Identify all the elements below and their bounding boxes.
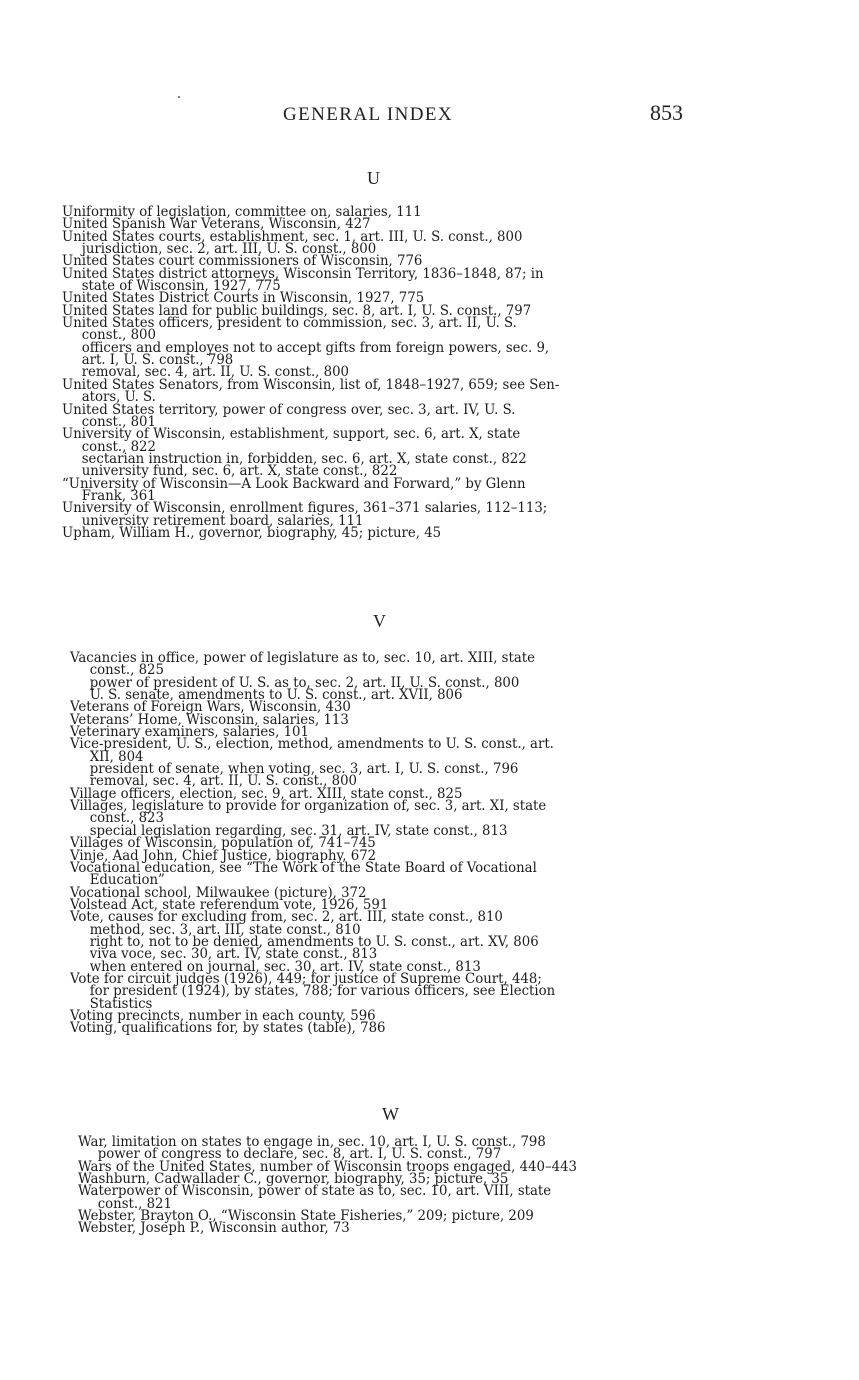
index-entry: Vinje, Aad John, Chief Justice, biography, 672 (70, 847, 377, 864)
index-entry: Village officers, election, sec. 9, art. XIII, state const., 825 (70, 785, 463, 802)
index-entry: Villages, legislature to provide for organization of, sec. 3, art. XI, state (70, 798, 547, 815)
index-entry: power of president of U. S. as to, sec. 2, art. II, U. S. const., 800 (89, 674, 520, 691)
index-entry: const., 801 (81, 413, 156, 430)
index-entry: const., 822 (81, 438, 156, 455)
index-entry: Vote for circuit judges (1926), 449; for justice of Supreme Court, 448; (70, 970, 542, 987)
index-entry: Voting, qualifications for, by states (table), 786 (70, 1020, 386, 1037)
index-entry: Vocational school, Milwaukee (picture), 372 (70, 884, 367, 901)
section-letter-u: U (367, 168, 380, 188)
index-entry: university retirement board, salaries, 111 (81, 512, 364, 529)
index-entry: officers and employes not to accept gifts from foreign powers, sec. 9, (81, 339, 550, 356)
running-title: GENERAL INDEX (283, 104, 453, 125)
index-entry: Wars of the United States, number of Wisconsin troops engaged, 440–443 (78, 1158, 578, 1175)
entries-w (78, 1136, 699, 1235)
index-entry: Veterinary examiners, salaries, 101 (70, 724, 309, 741)
index-entry: Vacancies in office, power of legislature as to, sec. 10, art. XIII, state (70, 650, 535, 666)
index-entry: art. I, U. S. const., 798 (81, 352, 234, 369)
index-entry: United States court commissioners of Wisconsin, 776 (62, 253, 423, 270)
index-entry: special legislation regarding, sec. 31, art. IV, state const., 813 (89, 822, 508, 839)
index-entry: Vote, causes for excluding from, sec. 2, art. III, state const., 810 (70, 909, 503, 926)
index-entry: XII, 804 (89, 748, 144, 765)
index-entry: Waterpower of Wisconsin, power of state as to, sec. 10, art. VIII, state (78, 1183, 552, 1200)
index-entry: University of Wisconsin, establishment, support, sec. 6, art. X, state (62, 426, 521, 443)
index-entry: “University of Wisconsin—A Look Backward and Forward,” by Glenn (62, 475, 526, 492)
index-entry: United States officers, president to commission, sec. 3, art. II, U. S. (62, 315, 517, 332)
index-entry: Upham, William H., governor, biography, 45; picture, 45 (62, 524, 442, 541)
index-entry: removal, sec. 4, art. II, U. S. const., 800 (81, 364, 350, 381)
index-entry: university fund, sec. 6, art. X, state const., 822 (81, 463, 398, 480)
entries-u (62, 206, 685, 539)
index-entry: United States Senators, from Wisconsin, list of, 1848–1927, 659; see Sen- (62, 376, 560, 393)
entries-v (70, 652, 694, 1035)
index-entry: War, limitation on states to engage in, sec. 10, art. I, U. S. const., 798 (78, 1134, 546, 1150)
index-entry: Webster, Joseph P., Wisconsin author, 73 (78, 1220, 350, 1237)
index-entry: const., 823 (89, 810, 164, 827)
page-number: 853 (650, 100, 683, 125)
index-entry: const., 821 (97, 1195, 172, 1212)
index-entry: for president (1924), by states, 788; for various officers, see Election (89, 983, 556, 1000)
index-entry: United States territory, power of congress over, sec. 3, art. IV, U. S. (62, 401, 516, 418)
index-entry: Statistics (89, 995, 153, 1012)
index-entry: Volstead Act, state referendum vote, 1926, 591 (70, 896, 389, 913)
index-entry: Washburn, Cadwallader C., governor, biography, 35; picture, 35 (78, 1171, 509, 1188)
index-entry: removal, sec. 4, art. II, U. S. const., 800 (89, 773, 358, 790)
index-entry: state of Wisconsin, 1927, 775 (81, 278, 281, 295)
index-entry: viva voce, sec. 30, art. IV, state const., 813 (89, 946, 378, 963)
index-entry: right to, not to be denied, amendments to U. S. const., art. XV, 806 (89, 933, 539, 950)
index-entry: Vocational education, see “The Work of the State Board of Vocational (70, 859, 537, 876)
section-letter-v: V (373, 611, 386, 631)
index-entry: const., 825 (89, 662, 164, 679)
index-entry: United Spanish War Veterans, Wisconsin, 427 (62, 216, 371, 233)
index-entry: Vice-president, U. S., election, method, amendments to U. S. const., art. (70, 736, 554, 753)
index-entry: United States courts, establishment, sec. 1, art. III, U. S. const., 800 (62, 228, 523, 245)
index-entry: const., 800 (81, 327, 156, 344)
index-entry: United States district attorneys, Wisconsin Territory, 1836–1848, 87; in (62, 265, 544, 282)
index-entry: president of senate, when voting, sec. 3, art. I, U. S. const., 796 (89, 761, 519, 778)
index-entry: Uniformity of legislation, committee on, salaries, 111 (62, 204, 422, 220)
index-entry: Veterans of Foreign Wars, Wisconsin, 430 (70, 699, 351, 716)
index-entry: jurisdiction, sec. 2, art. III, U. S. const., 800 (81, 241, 377, 258)
index-entry: Webster, Brayton O., “Wisconsin State Fisheries,” 209; picture, 209 (78, 1208, 534, 1225)
index-entry: Education” (89, 872, 165, 889)
index-entry: Voting precincts, number in each county, 596 (70, 1007, 376, 1024)
index-entry: when entered on journal, sec. 30, art. IV, state const., 813 (89, 958, 481, 975)
index-entry: United States District Courts in Wisconsin, 1927, 775 (62, 290, 425, 307)
index-entry: University of Wisconsin, enrollment figures, 361–371 salaries, 112–113; (62, 500, 548, 517)
index-entry: United States land for public buildings, sec. 8, art. I, U. S. const., 797 (62, 302, 532, 319)
index-entry: sectarian instruction in, forbidden, sec. 6, art. X, state const., 822 (81, 450, 527, 467)
index-entry: ators, U. S. (81, 389, 156, 406)
page-header (0, 100, 859, 130)
index-entry: method, sec. 3, art. III, state const., 810 (89, 921, 361, 938)
section-letter-w: W (382, 1104, 399, 1124)
index-entry: U. S. senate, amendments to U. S. const., art. XVII, 806 (89, 687, 463, 704)
index-entry: Veterans’ Home, Wisconsin, salaries, 113 (70, 711, 349, 728)
index-entry: power of congress to declare, sec. 8, art. I, U. S. const., 797 (97, 1146, 502, 1163)
index-entry: Villages of Wisconsin, population of, 741–745 (70, 835, 376, 852)
index-entry: Frank, 361 (81, 487, 156, 504)
print-speck (178, 96, 180, 98)
